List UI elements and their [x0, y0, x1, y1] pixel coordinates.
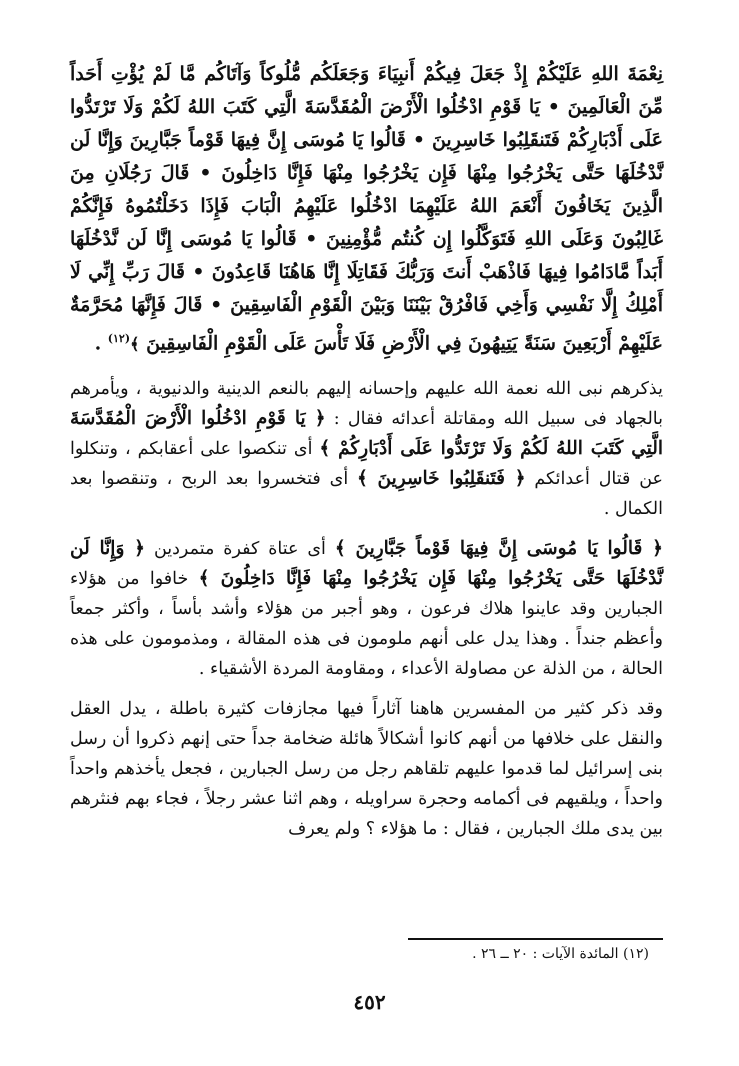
- footnote: (١٢) المائدة الآيات : ٢٠ ــ ٢٦ .: [472, 946, 649, 962]
- commentary-paragraph-1: [70, 374, 663, 524]
- p2-quote-1: ﴿ قَالُوا يَا مُوسَى إِنَّ فِيهَا قَوْماً جَبَّارِينَ ﴾: [334, 538, 663, 560]
- p1-text-a: يذكرهم نبى الله نعمة الله عليهم وإحسانه إليهم بالنعم الدينية والدنيوية ، ويأمرهم بالجهاد فى سبيل الله ومقاتلة أعدائه فقال :: [70, 379, 663, 430]
- p1-quote-1: ﴿ يَا قَوْمِ ادْخُلُوا الْأَرْضَ الْمُقَدَّسَةَ الَّتِي كَتَبَ اللهُ لَكُمْ وَلَا تَرْتَدُّوا عَلَى أَدْبَارِكُمْ ﴾: [70, 408, 663, 460]
- footnote-reference: (١٢): [107, 332, 131, 345]
- verse-text: نِعْمَةَ اللهِ عَلَيْكُمْ إِذْ جَعَلَ فِيكُمْ أَنبِيَاءَ وَجَعَلَكُم مُّلُوكاً وَآتَاكُم مَّا لَمْ يُؤْتِ أَحَداً مِّنَ الْعَالَمِينَ • يَا قَوْمِ ادْخُلُوا الْأَرْضَ الْمُقَدَّسَةَ الَّتِي كَتَبَ اللهُ لَكُمْ وَلَا تَرْتَدُّوا عَلَى أَدْبَارِكُمْ فَتَنقَلِبُوا خَاسِرِينَ • قَالُوا يَا مُوسَى إِنَّ فِيهَا قَوْماً جَبَّارِينَ وَإِنَّا لَن نَّدْخُلَهَا حَتَّى يَخْرُجُوا مِنْهَا فَإِن يَخْرُجُوا مِنْهَا فَإِنَّا دَاخِلُونَ • قَالَ رَجُلَانِ مِنَ الَّذِينَ يَخَافُونَ أَنْعَمَ اللهُ عَلَيْهِمَا ادْخُلُوا عَلَيْهِمُ الْبَابَ فَإِذَا دَخَلْتُمُوهُ فَإِنَّكُمْ غَالِبُونَ وَعَلَى اللهِ فَتَوَكَّلُوا إِن كُنتُم مُّؤْمِنِينَ • قَالُوا يَا مُوسَى إِنَّا لَن نَّدْخُلَهَا أَبَداً مَّادَامُوا فِيهَا فَاذْهَبْ أَنتَ وَرَبُّكَ فَقَاتِلَا إِنَّا هَاهُنَا قَاعِدُونَ • قَالَ رَبِّ إِنِّي لَا أَمْلِكُ إِلَّا نَفْسِي وَأَخِي فَافْرُقْ بَيْنَنَا وَبَيْنَ الْقَوْمِ الْفَاسِقِينَ • قَالَ فَإِنَّهَا مُحَرَّمَةٌ عَلَيْهِمْ أَرْبَعِينَ سَنَةً يَتِيهُونَ فِي الْأَرْضِ فَلَا تَأْسَ عَلَى الْقَوْمِ الْفَاسِقِينَ: [70, 63, 663, 355]
- verse-close-bracket: ﴾: [130, 334, 140, 354]
- quran-verse-block: [70, 58, 663, 360]
- p2-text-b: خافوا من هؤلاء الجبارين وقد عاينوا هلاك فرعون ، وهو أجبر من هؤلاء وأشد بأساً ، وأكثر جمعاً وأعظم جنداً . وهذا يدل على أنهم ملومون فى هذه المقالة ، ومذمومون على هذه الحالة ، من الذلة عن مصاولة الأعداء ، ومقاومة المردة الأشقياء .: [70, 569, 663, 680]
- p1-text-b: أى تنكصوا على أعقابكم ، وتنكلوا عن قتال أعدائكم: [70, 439, 663, 490]
- p1-quote-2: ﴿ فَتَنقَلِبُوا خَاسِرِينَ ﴾: [357, 468, 526, 490]
- commentary-paragraph-3: [70, 694, 663, 844]
- p2-quote-2: ﴿ وَإِنَّا لَن نَّدْخُلَهَا حَتَّى يَخْرُجُوا مِنْهَا فَإِن يَخْرُجُوا مِنْهَا فَإِنَّا دَاخِلُونَ ﴾: [70, 538, 663, 590]
- p1-text-c: أى فتخسروا بعد الربح ، وتنقصوا بعد الكمال .: [70, 469, 663, 520]
- p2-text-a: أى عتاة كفرة متمردين: [145, 539, 335, 560]
- p3-text: وقد ذكر كثير من المفسرين هاهنا آثاراً فيها مجازفات كثيرة باطلة ، يدل العقل والنقل على خلافها من أنهم كانوا أشكالاً هائلة ضخامة جداً حتى إنهم ذكروا أن رسل بنى إسرائيل لما قدموا عليهم تلقاهم رجل من رسل الجبارين ، فجعل يأخذهم واحداً واحداً ، ويلقيهم فى أكمامه وحجرة سراويله ، وهم اثنا عشر رجلاً ، فجاء بهم فنثرهم بين يدى ملك الجبارين ، فقال : ما هؤلاء ؟ ولم يعرف: [70, 699, 663, 840]
- commentary-paragraph-2: [70, 534, 663, 684]
- verse-end-punct: .: [94, 332, 108, 355]
- page-body: [70, 58, 663, 844]
- footnote-divider: [408, 938, 663, 940]
- page-number: ٤٥٢: [353, 990, 386, 1014]
